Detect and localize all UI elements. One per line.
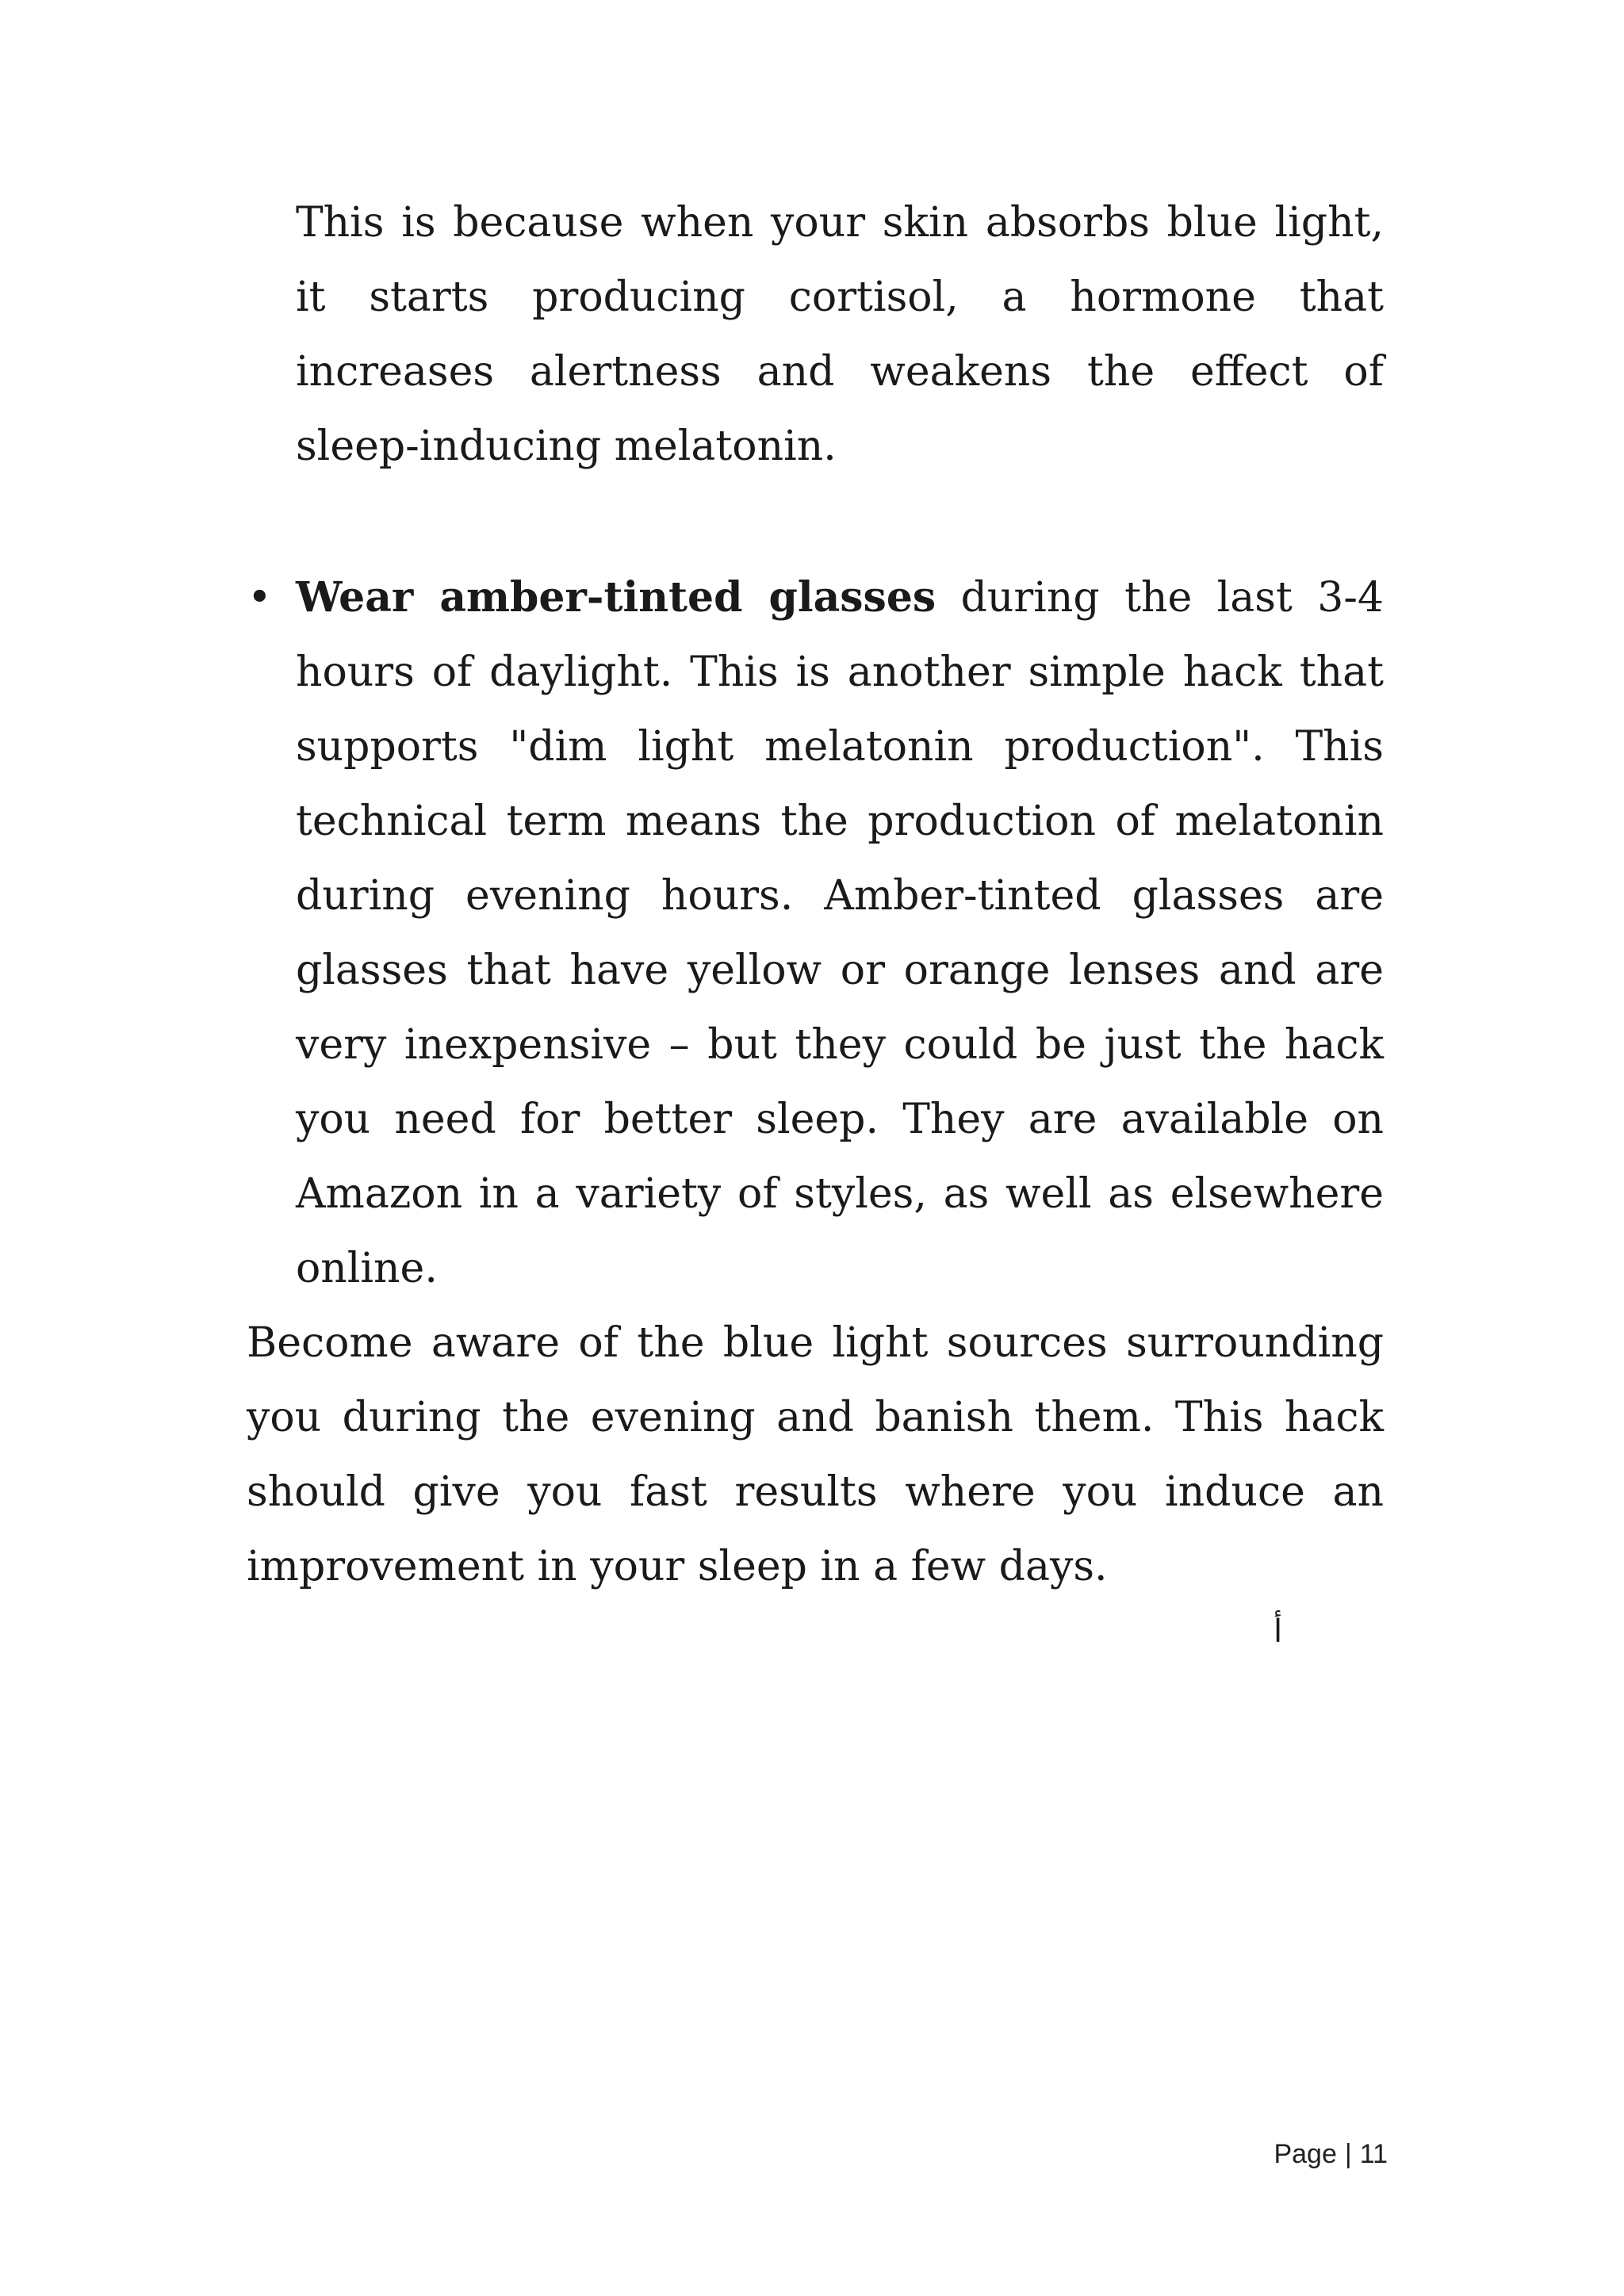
page-label: Page bbox=[1274, 2139, 1337, 2169]
stray-character: أ bbox=[1274, 1613, 1283, 1650]
bullet-bold-lead: Wear amber-tinted glasses bbox=[296, 573, 936, 622]
page-footer bbox=[1265, 2137, 1388, 2172]
bullet-text bbox=[296, 561, 1384, 1306]
footer-separator: | bbox=[1344, 2139, 1352, 2169]
page-number: 11 bbox=[1359, 2139, 1388, 2169]
closing-paragraph: Become aware of the blue light sources surrounding you during the evening and banish them. This hack should give you fast results where you induce an improvement in your sleep in a few days. bbox=[247, 1319, 1384, 1590]
continued-paragraph: This is because when your skin absorbs blue light, it starts producing cortisol, a hormone that increases alertness and weakens the effect of sleep-inducing melatonin. bbox=[296, 199, 1384, 470]
bullet-body: during the last 3-4 hours of daylight. This is another simple hack that supports "dim light melatonin production". This technical term means the production of melatonin during evening hours. Amber-tinted glasses are glasses that have yellow or orange lenses and are very inexpensive – but they could be just the hack you need for better sleep. They are available on Amazon in a variety of styles, as well as elsewhere online. bbox=[296, 574, 1384, 1292]
bullet-marker: • bbox=[247, 574, 272, 622]
